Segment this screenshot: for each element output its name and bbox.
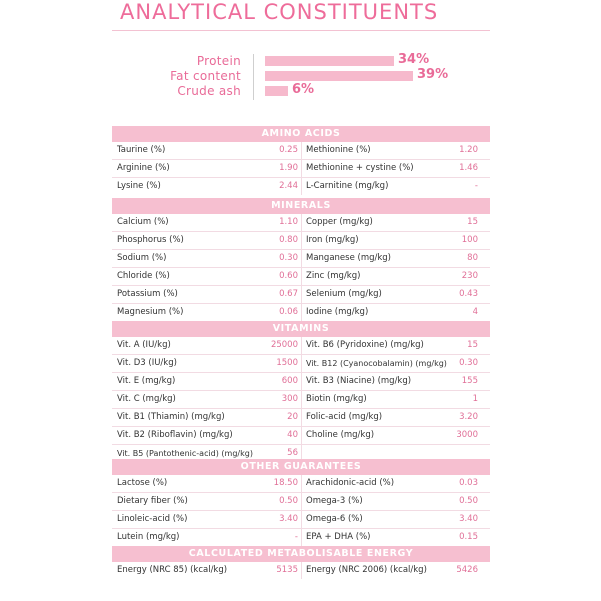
nutrient-value: 1.10 [279,217,298,227]
nutrient-name: Zinc (mg/kg) [306,271,361,281]
nutrient-value: 0.50 [459,496,478,506]
nutrient-name: Vit. B1 (Thiamin) (mg/kg) [117,412,225,422]
table-row [112,250,490,268]
nutrient-value: 18.50 [273,478,298,488]
nutrient-name: Arginine (%) [117,163,170,173]
nutrient-name: Vit. B12 (Cyanocobalamin) (mg/kg) [306,359,447,368]
table-row [112,493,490,511]
nutrient-name: Vit. E (mg/kg) [117,376,176,386]
nutrient-name: Vit. B5 (Pantothenic-acid) (mg/kg) [117,449,253,458]
section-amino-acids [112,126,490,195]
nutrient-value: 0.06 [279,307,298,317]
table-row [112,427,490,445]
summary-label: Crude ash [177,84,241,98]
nutrient-value: 0.60 [279,271,298,281]
nutrient-value: 1.46 [459,163,478,173]
summary-label: Fat content [170,69,241,83]
summary-label: Protein [196,54,241,68]
section-heading: VITAMINS [112,321,490,337]
nutrient-name: Arachidonic-acid (%) [306,478,395,488]
table-row [112,286,490,304]
nutrient-value: 15 [467,340,478,350]
nutrient-value: 0.30 [279,253,298,263]
nutrient-name: Folic-acid (mg/kg) [306,412,383,422]
nutrient-name: Biotin (mg/kg) [306,394,367,404]
nutrient-value: 300 [281,394,298,404]
nutrient-name: Iodine (mg/kg) [306,307,369,317]
nutrient-name: Linoleic-acid (%) [117,514,188,524]
nutrient-name: Iron (mg/kg) [306,235,359,245]
summary-row-protein [0,54,601,68]
table-row [112,373,490,391]
nutrient-value: 155 [461,376,478,386]
table-row [112,214,490,232]
nutrient-value: 230 [461,271,478,281]
table-row [112,160,490,178]
summary-value: 34% [398,52,430,67]
table-row [112,511,490,529]
nutrient-name: Energy (NRC 2006) (kcal/kg) [306,565,427,575]
nutrient-value: 25000 [270,340,298,350]
nutrient-name: EPA + DHA (%) [306,532,371,542]
nutrient-name: Calcium (%) [117,217,169,227]
table-row [112,475,490,493]
nutrient-value: 40 [287,430,298,440]
nutrient-value: 4 [472,307,478,317]
table-row [112,391,490,409]
nutrient-name: Chloride (%) [117,271,170,281]
nutrient-name: Omega-6 (%) [306,514,363,524]
summary-bars [0,54,601,102]
nutrient-name: Vit. B6 (Pyridoxine) (mg/kg) [306,340,424,350]
summary-row-fat-content [0,69,601,83]
nutrient-value: - [294,532,298,542]
nutrient-name: Energy (NRC 85) (kcal/kg) [117,565,228,575]
summary-row-crude-ash [0,84,601,98]
nutrient-name: Taurine (%) [117,145,166,155]
page-title: ANALYTICAL CONSTITUENTS [120,0,439,24]
nutrient-value: 1 [472,394,478,404]
nutrient-value: 1.90 [279,163,298,173]
table-row [112,304,490,321]
table-row [112,232,490,250]
nutrient-name: Potassium (%) [117,289,178,299]
nutrient-name: Sodium (%) [117,253,167,263]
section-heading: AMINO ACIDS [112,126,490,142]
nutrient-name: Methionine (%) [306,145,371,155]
nutrient-name: Phosphorus (%) [117,235,184,245]
section-other-guarantees [112,459,490,546]
nutrient-name: Vit. A (IU/kg) [117,340,171,350]
nutrient-name: Lysine (%) [117,181,161,191]
nutrient-value: 56 [287,448,298,458]
nutrient-value: 80 [467,253,478,263]
nutrient-value: 15 [467,217,478,227]
nutrient-value: 0.25 [279,145,298,155]
nutrient-value: 0.30 [459,358,478,368]
summary-value: 6% [292,82,315,97]
nutrient-name: Vit. B3 (Niacine) (mg/kg) [306,376,412,386]
nutrient-value: 0.15 [459,532,478,542]
nutrient-value: 0.80 [279,235,298,245]
nutrient-name: Vit. C (mg/kg) [117,394,176,404]
table-row [112,562,490,579]
nutrient-value: 0.67 [279,289,298,299]
nutrient-name: L-Carnitine (mg/kg) [306,181,389,191]
nutrient-value: 0.43 [459,289,478,299]
nutrient-name: Vit. B2 (Riboflavin) (mg/kg) [117,430,233,440]
table-row [112,355,490,373]
nutrient-value: 5426 [456,565,478,575]
section-vitamins [112,321,490,462]
section-heading: MINERALS [112,198,490,214]
nutrient-value: 0.50 [279,496,298,506]
nutrient-name: Lutein (mg/kg) [117,532,180,542]
summary-bar [265,71,413,81]
nutrient-value: 600 [281,376,298,386]
nutrient-name: Methionine + cystine (%) [306,163,414,173]
nutrient-name: Manganese (mg/kg) [306,253,391,263]
table-row [112,337,490,355]
nutrient-value: 5135 [276,565,298,575]
section-heading: OTHER GUARANTEES [112,459,490,475]
nutrient-name: Choline (mg/kg) [306,430,375,440]
nutrient-name: Omega-3 (%) [306,496,363,506]
nutrient-value: - [474,181,478,191]
summary-bar [265,86,288,96]
nutrient-value: 3.20 [459,412,478,422]
summary-bar [265,56,394,66]
nutrient-value: 20 [287,412,298,422]
table-row [112,268,490,286]
table-row [112,142,490,160]
table-row [112,529,490,546]
section-metabolisable-energy [112,546,490,579]
nutrient-value: 3000 [456,430,478,440]
nutrient-value: 1500 [276,358,298,368]
nutrient-name: Magnesium (%) [117,307,184,317]
table-row [112,409,490,427]
nutrient-value: 2.44 [279,181,298,191]
section-heading: CALCULATED METABOLISABLE ENERGY [112,546,490,562]
nutrient-value: 0.03 [459,478,478,488]
section-minerals [112,198,490,321]
nutrient-name: Selenium (mg/kg) [306,289,382,299]
summary-value: 39% [417,67,449,82]
nutrient-name: Copper (mg/kg) [306,217,373,227]
title-divider [112,30,490,31]
nutrient-value: 100 [461,235,478,245]
nutrient-value: 3.40 [459,514,478,524]
nutrient-name: Lactose (%) [117,478,168,488]
nutrient-name: Dietary fiber (%) [117,496,188,506]
nutrient-value: 1.20 [459,145,478,155]
table-row [112,178,490,195]
nutrient-value: 3.40 [279,514,298,524]
nutrient-name: Vit. D3 (IU/kg) [117,358,177,368]
